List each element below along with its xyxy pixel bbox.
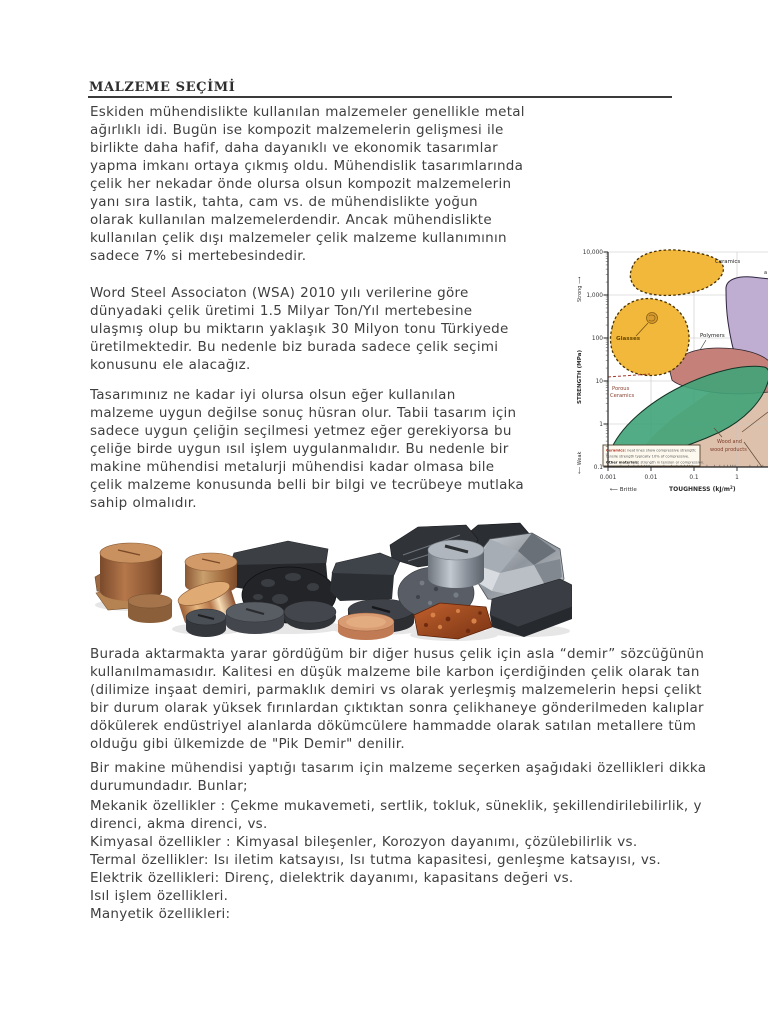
text-line: malzeme uygun değilse sonuç hüsran olur. Tabii tasarım için [90, 405, 517, 421]
text-line: durumundadır. Bunlar; [90, 778, 248, 794]
svg-text:1,000: 1,000 [586, 293, 603, 299]
caption-line-2: tensile strength typically 10% of compressive. [606, 454, 690, 459]
chart-caption-box [603, 445, 704, 466]
strength-axis-label: STRENGTH (MPa) [577, 350, 583, 404]
porous-ceramics-label-1: Porous [612, 386, 630, 392]
svg-text:Ceramics: neat lines show comp: Ceramics: neat lines show compressive strength; [606, 448, 697, 453]
text-line: yanı sıra lastik, tahta, cam vs. de mühendislikte yoğun [90, 194, 478, 210]
dark-disc-2 [284, 601, 336, 630]
text-line: konusunu ele alacağız. [90, 357, 251, 373]
text-line: Manyetik özellikleri: [90, 906, 231, 922]
paragraph-3 [90, 386, 572, 512]
svg-text:10: 10 [595, 379, 603, 385]
clipped-right-label: a [764, 270, 768, 276]
porous-ceramics-label-2: Ceramics [610, 393, 635, 399]
brittle-axis-label: ⟵ Brittle [610, 487, 637, 493]
text-line: dünyadaki çelik üretimi 1.5 Milyar Ton/Yıl mertebesine [90, 303, 473, 319]
text-line: Tasarımınız ne kadar iyi olursa olsun eğer kullanılan [90, 387, 456, 403]
material-properties-list [90, 797, 768, 923]
text-line: makine mühendisi metalurji mühendisi kadar olmasa bile [90, 459, 495, 475]
svg-text:0.1: 0.1 [689, 475, 699, 481]
paragraph-4 [90, 645, 768, 753]
polymers-label: Polymers [700, 333, 725, 339]
text-line: Kimyasal özellikler : Kimyasal bileşenler, Korozyon dayanımı, çözülebilirlik vs. [90, 834, 638, 850]
text-line: Eskiden mühendislikte kullanılan malzemeler genellikle metal [90, 104, 525, 120]
text-line: bir durum olarak yüksek fırınlardan çıktıktan sonra çelikhaneye gönderilmeden kalıplar [90, 700, 704, 716]
text-line: kullanılan çelik dışı malzemeler çelik malzeme kullanımının [90, 230, 507, 246]
text-line: Termal özellikler: Isı iletim katsayısı, Isı tutma kapasitesi, genleşme katsayısı, vs. [90, 852, 661, 868]
ceramics-label: Ceramics [715, 259, 741, 265]
text-line: Isıl işlem özellikleri. [90, 888, 229, 904]
text-line: çelik malzeme konusunda belli bir bilgi ve tecrübeye mutlaka [90, 477, 524, 493]
page-title: MALZEME SEÇİMİ [89, 80, 236, 95]
svg-text:Other materials: strength in t: Other materials: strength in tension or compression. [606, 460, 705, 465]
bronze-cylinder-small [128, 594, 172, 623]
glasses-label: Glasses [616, 336, 641, 342]
text-line: çelik her nekadar önde olursa olsun kompozit malzemelerin [90, 176, 512, 192]
text-line: Word Steel Associaton (WSA) 2010 yılı verilerine göre [90, 285, 469, 301]
text-line: ağırlıklı idi. Bugün ise kompozit malzemelerin gelişmesi ile [90, 122, 504, 138]
text-line: sadece uygun çeliğin seçilmesi yetmez eğer gerekiyorsa bu [90, 423, 512, 439]
caption-other-term: Other materials: [606, 460, 640, 465]
text-line: olduğu gibi ülkemizde de "Pik Demir" denilir. [90, 736, 405, 752]
text-line: üretilmektedir. Bu nedenle biz burada sadece çelik seçimi [90, 339, 499, 355]
wood-label-2: wood products [710, 447, 747, 453]
strong-axis-label: Strong ⟶ [577, 276, 583, 302]
paragraph-1 [90, 103, 572, 265]
paragraph-5 [90, 759, 768, 795]
toughness-axis-label: TOUGHNESS $(kJ/m^2)$ [669, 485, 736, 493]
weak-axis-label: ⟵ Weak [577, 451, 583, 474]
heading-underline [88, 96, 672, 98]
y-tick-labels [583, 250, 604, 471]
steel-block-middle [330, 553, 400, 601]
text-line: birlikte daha hafif, daha dayanıklı ve ekonomik tasarımlar [90, 140, 498, 156]
svg-text:10,000: 10,000 [582, 250, 603, 256]
text-line: kullanılmamasıdır. Kalitesi en düşük malzeme bile karbon içerdiğinden çelik olarak tan [90, 664, 700, 680]
svg-text:0.1: 0.1 [593, 465, 603, 471]
text-line: çeliğe birde uygun ısıl işlem uygulanmalıdır. Bu nedenle bir [90, 441, 509, 457]
gray-disc-slotted [226, 602, 284, 634]
caption-ceramics-term: Ceramics: [606, 448, 626, 453]
chart-svg [572, 244, 768, 512]
text-line: (dilimize inşaat demiri, parmaklık demiri vs olarak yerleşmiş malzemelerin hepsi çelikt [90, 682, 702, 698]
paragraph-2 [90, 284, 572, 374]
text-line: ulaşmış olup bu miktarın yaklaşık 30 Milyon tonu Türkiyede [90, 321, 509, 337]
svg-text:100: 100 [591, 336, 603, 342]
text-line: Bir makine mühendisi yaptığı tasarım için malzeme seçerken aşağıdaki özellikleri dikka [90, 760, 707, 776]
svg-text:0.001: 0.001 [599, 475, 617, 481]
text-line: dökülerek endüstriyel alanlarda dökümcülere hammadde olarak satılan metallere tüm [90, 718, 697, 734]
text-line: direnci, akma direnci, vs. [90, 816, 268, 832]
materials-photo [88, 515, 572, 643]
text-line: yapma imkanı ortaya çıkmış oldu. Mühendislik tasarımlarında [90, 158, 524, 174]
text-line: Burada aktarmakta yarar gördüğüm bir diğer husus çelik için asla “demir” sözcüğünün [90, 646, 705, 662]
dark-gray-pot [186, 609, 226, 637]
text-line: Mekanik özellikler : Çekme mukavemeti, sertlik, tokluk, süneklik, şekillendirilebilirlik, y [90, 798, 702, 814]
wood-label-1: Wood and [717, 439, 742, 445]
steel-cylinder-slotted [428, 540, 484, 588]
text-line: olarak kullanılan malzemelerdendir. Ancak mühendislikte [90, 212, 492, 228]
copper-disc-small [338, 613, 394, 640]
text-line: Elektrik özellikleri: Direnç, dielektrik dayanımı, kapasitans değeri vs. [90, 870, 574, 886]
svg-text:1: 1 [735, 475, 739, 481]
text-line: sadece 7% si mertebesindedir. [90, 248, 307, 264]
svg-text:0.01: 0.01 [644, 475, 658, 481]
copper-cylinder-large [100, 543, 162, 601]
strength-toughness-chart [572, 244, 768, 512]
x-tick-labels [600, 475, 739, 481]
svg-text:1: 1 [599, 422, 603, 428]
text-line: sahip olmalıdır. [90, 495, 197, 511]
materials-photo-svg [88, 515, 572, 643]
